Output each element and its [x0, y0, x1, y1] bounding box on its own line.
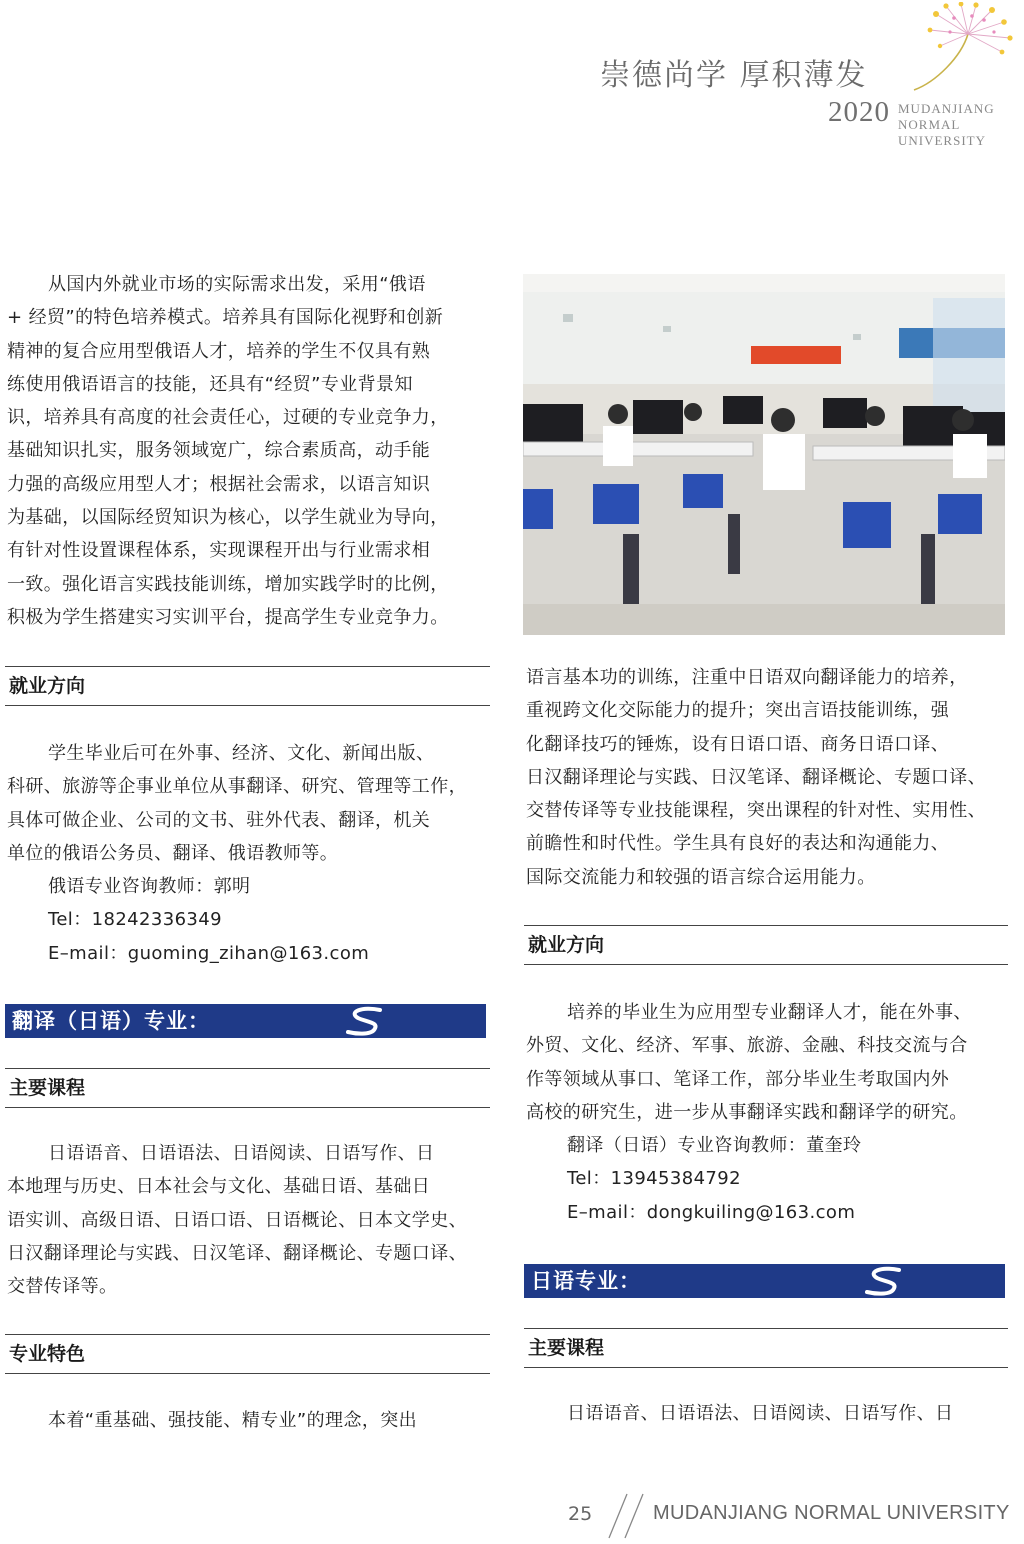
text-line: 科研、旅游等企事业单位从事翻译、研究、管理等工作，	[7, 776, 467, 798]
university-mark-line: UNIVERSITY	[898, 133, 986, 148]
text-line: 有针对性设置课程体系，实现课程开出与行业需求相	[7, 540, 431, 562]
major-band-translation-japanese	[5, 1004, 486, 1038]
text-line: 语实训、高级日语、日语口语、日语概论、日本文学史、	[7, 1209, 467, 1231]
footer-university-name: MUDANJIANG NORMAL UNIVERSITY	[653, 1502, 1010, 1524]
advisor-email: E–mail：dongkuiling@163.com	[567, 1201, 856, 1223]
text-line: 精神的复合应用型俄语人才，培养的学生不仅具有熟	[7, 340, 431, 362]
text-line: 前瞻性和时代性。学生具有良好的表达和沟通能力、	[526, 833, 950, 855]
text-line: 本地理与历史、日本社会与文化、基础日语、基础日	[7, 1176, 431, 1198]
text-line: 具体可做企业、公司的文书、驻外代表、翻译，机关	[7, 809, 431, 831]
text-line: 单位的俄语公务员、翻译、俄语教师等。	[7, 842, 339, 864]
s-logo-icon	[863, 1266, 903, 1296]
text-line: 一致。强化语言实践技能训练，增加实践学时的比例，	[7, 573, 449, 595]
text-line: 积极为学生搭建实习实训平台，提高学生专业竞争力。	[7, 606, 449, 628]
text-line: 日汉翻译理论与实践、日汉笔译、翻译概论、专题口译、	[526, 766, 986, 788]
right-continued-paragraph	[526, 661, 1006, 894]
text-line: 力强的高级应用型人才；根据社会需求，以语言知识	[7, 473, 431, 495]
text-line: 重视跨文化交际能力的提升；突出言语技能训练，强	[526, 700, 950, 722]
features-heading: 专业特色	[5, 1334, 490, 1374]
advisor-email: E–mail：guoming_zihan@163.com	[48, 942, 370, 964]
s-logo-icon	[344, 1006, 384, 1036]
left-intro-paragraph	[7, 268, 487, 634]
advisor-tel: Tel：18242336349	[48, 909, 222, 931]
text-line: 培养的毕业生为应用型专业翻译人才，能在外事、	[567, 1002, 972, 1023]
advisor-name: 翻译（日语）专业咨询教师：董奎玲	[567, 1135, 862, 1157]
major-band-label: 翻译（日语）专业：	[12, 1009, 210, 1033]
left-courses-paragraph	[7, 1137, 487, 1303]
text-line: 日语语音、日语语法、日语阅读、日语写作、日	[567, 1403, 954, 1424]
advisor-tel: Tel：13945384792	[567, 1168, 741, 1190]
university-mark-line: MUDANJIANG	[898, 101, 995, 116]
left-employment-paragraph	[7, 737, 487, 970]
header-university-mark	[898, 101, 995, 149]
text-line: 交替传译等专业技能课程，突出课程的针对性、实用性、	[526, 800, 986, 822]
left-features-paragraph	[7, 1404, 487, 1437]
header-slogan: 崇德尚学 厚积薄发	[600, 58, 868, 93]
text-line: 学生毕业后可在外事、经济、文化、新闻出版、	[48, 743, 435, 764]
text-line: + 经贸”的特色培养模式。培养具有国际化视野和创新	[7, 307, 444, 329]
text-line: 作等领域从事口、笔译工作，部分毕业生考取国内外	[526, 1068, 950, 1090]
footer-slash-icon	[607, 1492, 647, 1540]
courses-heading: 主要课程	[524, 1328, 1008, 1368]
text-line: 为基础，以国际经贸知识为核心，以学生就业为导向，	[7, 507, 449, 529]
page-number: 25	[568, 1503, 593, 1525]
text-line: 日汉翻译理论与实践、日汉笔译、翻译概论、专题口译、	[7, 1242, 467, 1264]
text-line: 基础知识扎实，服务领域宽广，综合素质高，动手能	[7, 440, 431, 462]
university-mark-line: NORMAL	[898, 117, 961, 132]
text-line: 练使用俄语语言的技能，还具有“经贸”专业背景知	[7, 373, 413, 395]
text-line: 语言基本功的训练，注重中日语双向翻译能力的培养，	[526, 667, 968, 688]
text-line: 日语语音、日语语法、日语阅读、日语写作、日	[48, 1143, 435, 1164]
text-line: 化翻译技巧的锤炼，设有日语口语、商务日语口译、	[526, 733, 950, 755]
computer-lab-photo	[523, 274, 1005, 635]
text-line: 交替传译等。	[7, 1276, 118, 1298]
text-line: 外贸、文化、经济、军事、旅游、金融、科技交流与合	[526, 1035, 968, 1057]
advisor-name: 俄语专业咨询教师：郭明	[48, 876, 251, 898]
employment-heading: 就业方向	[524, 925, 1008, 965]
employment-heading: 就业方向	[5, 666, 490, 706]
major-band-label: 日语专业：	[531, 1269, 641, 1293]
major-band-japanese	[524, 1264, 1005, 1298]
text-line: 国际交流能力和较强的语言综合运用能力。	[526, 866, 876, 888]
text-line: 高校的研究生，进一步从事翻译实践和翻译学的研究。	[526, 1101, 968, 1123]
text-line: 从国内外就业市场的实际需求出发，采用“俄语	[48, 274, 426, 295]
text-line: 识，培养具有高度的社会责任心，过硬的专业竞争力，	[7, 407, 449, 429]
right-courses-paragraph	[526, 1397, 1006, 1430]
right-employment-paragraph	[526, 996, 1006, 1229]
header-year: 2020	[828, 96, 890, 128]
text-line: 本着“重基础、强技能、精专业”的理念，突出	[48, 1410, 418, 1431]
courses-heading: 主要课程	[5, 1068, 490, 1108]
flower-decoration-icon	[906, 2, 1018, 92]
